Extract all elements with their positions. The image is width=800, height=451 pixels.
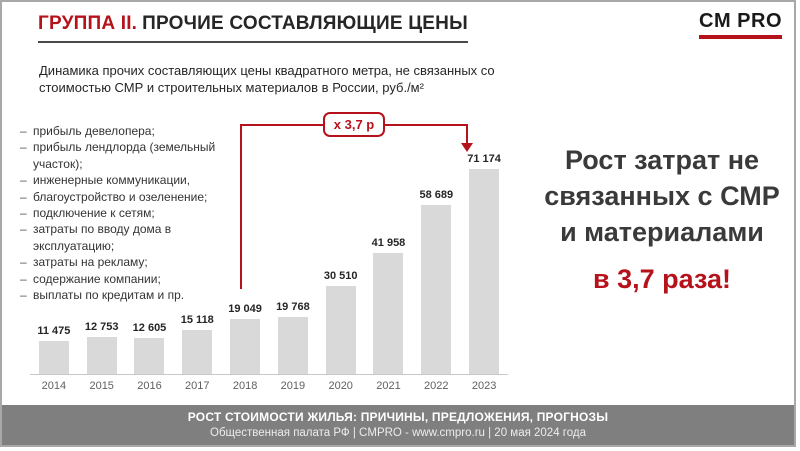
bar [326, 286, 356, 374]
list-item: – подключение к сетям; [20, 205, 240, 221]
bar-group [126, 322, 174, 374]
page-title [38, 13, 468, 43]
bar-value-label: 15 118 [180, 314, 214, 326]
bar-value-label: 19 768 [276, 301, 310, 313]
page-title-group: ГРУППА II. [38, 13, 138, 34]
bar [182, 330, 212, 374]
bar-value-label: 71 174 [467, 153, 501, 165]
x-axis-tick-label: 2020 [328, 380, 353, 392]
x-axis-tick-label: 2016 [137, 380, 162, 392]
x-axis-tick-label: 2019 [280, 380, 306, 392]
bar [87, 337, 117, 374]
list-item: – затраты на рекламу; [20, 254, 240, 270]
chart-baseline [30, 374, 508, 375]
bar [469, 169, 499, 374]
bar-value-label: 12 753 [84, 321, 119, 333]
bar-value-label: 58 689 [419, 189, 454, 201]
key-message-line: и материалами [560, 217, 764, 247]
list-item: – затраты по вводу дома в эксплуатацию; [20, 221, 240, 254]
bar-group [412, 189, 460, 374]
footer-title: РОСТ СТОИМОСТИ ЖИЛЬЯ: ПРИЧИНЫ, ПРЕДЛОЖЕНИЯ, ПРОГНОЗЫ [187, 410, 609, 424]
arrow-down-icon [461, 143, 473, 152]
bar-chart [30, 147, 508, 374]
key-message-line: связанных с СМР [544, 181, 780, 211]
x-axis-tick-label: 2014 [41, 380, 67, 392]
x-axis-tick-label: 2021 [376, 380, 401, 392]
bar-group [460, 153, 508, 374]
cmpro-logo-underline [699, 35, 782, 39]
cmpro-logo [699, 10, 782, 39]
x-axis-tick-label: 2022 [424, 380, 449, 392]
bar [373, 253, 403, 374]
cmpro-logo-text: CM PRO [699, 10, 782, 32]
bar-group [78, 321, 126, 374]
key-message-line: Рост затрат не [564, 145, 760, 175]
bracket-right-line [466, 124, 468, 144]
x-axis-tick-label: 2018 [232, 380, 258, 392]
growth-annotation-badge: х 3,7 р [323, 112, 385, 137]
list-item: – прибыль девелопера; [20, 123, 240, 139]
bar [278, 317, 308, 374]
bar [421, 205, 451, 374]
x-axis-tick-label: 2017 [185, 380, 210, 392]
key-message [535, 142, 789, 295]
bracket-left-line [240, 124, 242, 289]
bar [134, 338, 164, 374]
bar-group [221, 303, 269, 374]
key-message-emphasis: в 3,7 раза! [592, 264, 732, 294]
bar-group [173, 314, 221, 374]
bar-group [317, 270, 365, 374]
chart-subtitle: Динамика прочих составляющих цены квадратного метра, не связанных со стоимостью СМР и строительных материалов в России, руб./м² [39, 63, 495, 95]
bar-group [30, 325, 78, 374]
bar-value-label: 41 958 [371, 237, 406, 249]
bar-value-label: 12 605 [132, 322, 167, 334]
bar-value-label: 11 475 [37, 325, 71, 337]
bar-value-label: 30 510 [323, 270, 358, 282]
list-item: – благоустройство и озеленение; [20, 189, 240, 205]
bar-group [269, 301, 317, 374]
bar-group [365, 237, 413, 374]
list-item: – инженерные коммуникации, [20, 172, 240, 188]
list-item: – прибыль лендлорда (земельный участок); [20, 139, 240, 172]
bar-value-label: 19 049 [228, 303, 262, 315]
bar [230, 319, 260, 374]
footer-bar [2, 405, 794, 445]
list-item: – выплаты по кредитам и пр. [20, 287, 240, 303]
page-title-rest: ПРОЧИЕ СОСТАВЛЯЮЩИЕ ЦЕНЫ [142, 13, 468, 34]
list-item: – содержание компании; [20, 271, 240, 287]
x-axis-tick-label: 2015 [89, 380, 114, 392]
bar [39, 341, 69, 374]
chart-x-axis [30, 380, 508, 392]
footer-meta: Общественная палата РФ | CMPRO - www.cmpro.ru | 20 мая 2024 года [210, 427, 586, 439]
x-axis-tick-label: 2023 [471, 380, 497, 392]
